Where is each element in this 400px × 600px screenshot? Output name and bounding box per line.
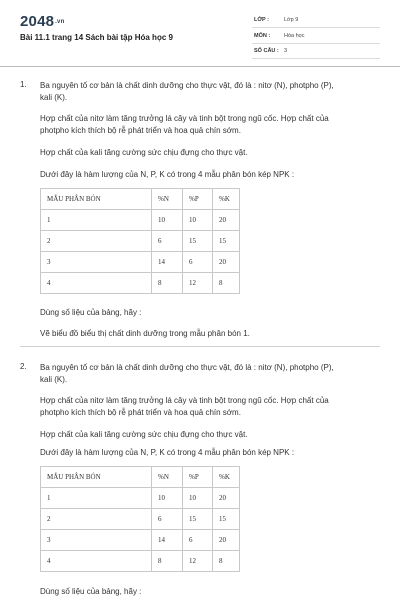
instruction-text: Dùng số liệu của bảng, hãy : [40, 587, 142, 596]
table-cell: 14 [152, 530, 183, 551]
header-divider [0, 66, 400, 67]
site-logo[interactable] [20, 13, 64, 30]
meta-label: SỐ CÂU : [254, 48, 279, 54]
table-header-cell: MẪU PHÂN BÓN [41, 189, 152, 210]
nitrogen-text-line-1: Hợp chất của nitơ làm tăng trưởng lá cây và tinh bột trong ngũ cốc. Hợp chất của [40, 396, 329, 405]
question-intro-line-2: kali (K). [40, 375, 68, 384]
table-header-cell: %P [183, 467, 213, 488]
table-row [41, 252, 240, 273]
table-cell: 6 [183, 530, 213, 551]
table-header-cell: %P [183, 189, 213, 210]
table-cell: 12 [183, 273, 213, 294]
table-cell: 4 [41, 273, 152, 294]
question-intro-line-1: Ba nguyên tố cơ bản là chất dinh dưỡng cho thực vật, đó là : nitơ (N), photpho (P), [40, 363, 334, 372]
nitrogen-text-line-1: Hợp chất của nitơ làm tăng trưởng lá cây và tinh bột trong ngũ cốc. Hợp chất của [40, 114, 329, 123]
nitrogen-text-line-2: photpho kích thích bộ rễ phát triển và hoa quả chín sớm. [40, 408, 241, 417]
meta-label: MÔN : [254, 33, 271, 39]
table-cell: 10 [183, 488, 213, 509]
table-cell: 1 [41, 488, 152, 509]
table-row [41, 530, 240, 551]
meta-value: Lớp 9 [284, 17, 299, 23]
table-cell: 12 [183, 551, 213, 572]
table-cell: 20 [213, 210, 240, 231]
table-cell: 6 [152, 231, 183, 252]
logo-text: 2048 [20, 13, 55, 30]
table-cell: 20 [213, 530, 240, 551]
question-separator [20, 346, 380, 347]
table-cell: 14 [152, 252, 183, 273]
potassium-text: Hợp chất của kali tăng cường sức chịu đựng cho thực vật. [40, 148, 248, 157]
table-cell: 6 [183, 252, 213, 273]
table-cell: 15 [183, 509, 213, 530]
page-header [0, 0, 400, 64]
meta-value: Hóa học [284, 33, 305, 39]
table-row [41, 210, 240, 231]
table-row [41, 273, 240, 294]
table-header-cell: MẪU PHÂN BÓN [41, 467, 152, 488]
table-cell: 10 [152, 488, 183, 509]
question-intro-line-2: kali (K). [40, 93, 68, 102]
table-cell: 10 [152, 210, 183, 231]
table-intro: Dưới đây là hàm lượng của N, P, K có trong 4 mẫu phân bón kép NPK : [40, 170, 295, 179]
table-cell: 4 [41, 551, 152, 572]
table-header-cell: %N [152, 467, 183, 488]
table-cell: 1 [41, 210, 152, 231]
table-cell: 2 [41, 509, 152, 530]
meta-subject [252, 29, 380, 44]
table-header-cell: %K [213, 189, 240, 210]
table-cell: 3 [41, 252, 152, 273]
potassium-text: Hợp chất của kali tăng cường sức chịu đựng cho thực vật. [40, 430, 248, 439]
meta-value: 3 [284, 48, 288, 54]
table-cell: 8 [213, 551, 240, 572]
table-row [41, 551, 240, 572]
table-row [41, 509, 240, 530]
page-title: Bài 11.1 trang 14 Sách bài tập Hóa học 9 [20, 33, 173, 42]
nitrogen-text-line-2: photpho kích thích bộ rễ phát triển và hoa quả chín sớm. [40, 126, 241, 135]
table-cell: 3 [41, 530, 152, 551]
meta-grade [252, 13, 380, 28]
question-intro-line-1: Ba nguyên tố cơ bản là chất dinh dưỡng cho thực vật, đó là : nitơ (N), photpho (P), [40, 81, 334, 90]
table-cell: 15 [213, 509, 240, 530]
npk-table [40, 188, 240, 294]
table-cell: 8 [152, 273, 183, 294]
table-cell: 8 [213, 273, 240, 294]
instruction-text: Dùng số liệu của bảng, hãy : [40, 308, 142, 317]
logo-suffix: .vn [55, 19, 65, 26]
table-cell: 15 [183, 231, 213, 252]
meta-label: LỚP : [254, 17, 269, 23]
table-cell: 20 [213, 488, 240, 509]
table-cell: 2 [41, 231, 152, 252]
table-cell: 10 [183, 210, 213, 231]
meta-question-count [252, 44, 380, 59]
table-row [41, 231, 240, 252]
npk-table [40, 466, 240, 572]
table-row [41, 488, 240, 509]
table-header-row [41, 189, 240, 210]
table-cell: 8 [152, 551, 183, 572]
table-cell: 15 [213, 231, 240, 252]
table-header-row [41, 467, 240, 488]
table-header-cell: %N [152, 189, 183, 210]
task-text: Vẽ biểu đồ biểu thị chất dinh dưỡng trong mẫu phân bón 1. [40, 329, 250, 338]
table-header-cell: %K [213, 467, 240, 488]
table-cell: 6 [152, 509, 183, 530]
table-intro: Dưới đây là hàm lượng của N, P, K có trong 4 mẫu phân bón kép NPK : [40, 448, 295, 457]
question-number: 1. [20, 80, 27, 89]
question-number: 2. [20, 362, 27, 371]
table-cell: 20 [213, 252, 240, 273]
